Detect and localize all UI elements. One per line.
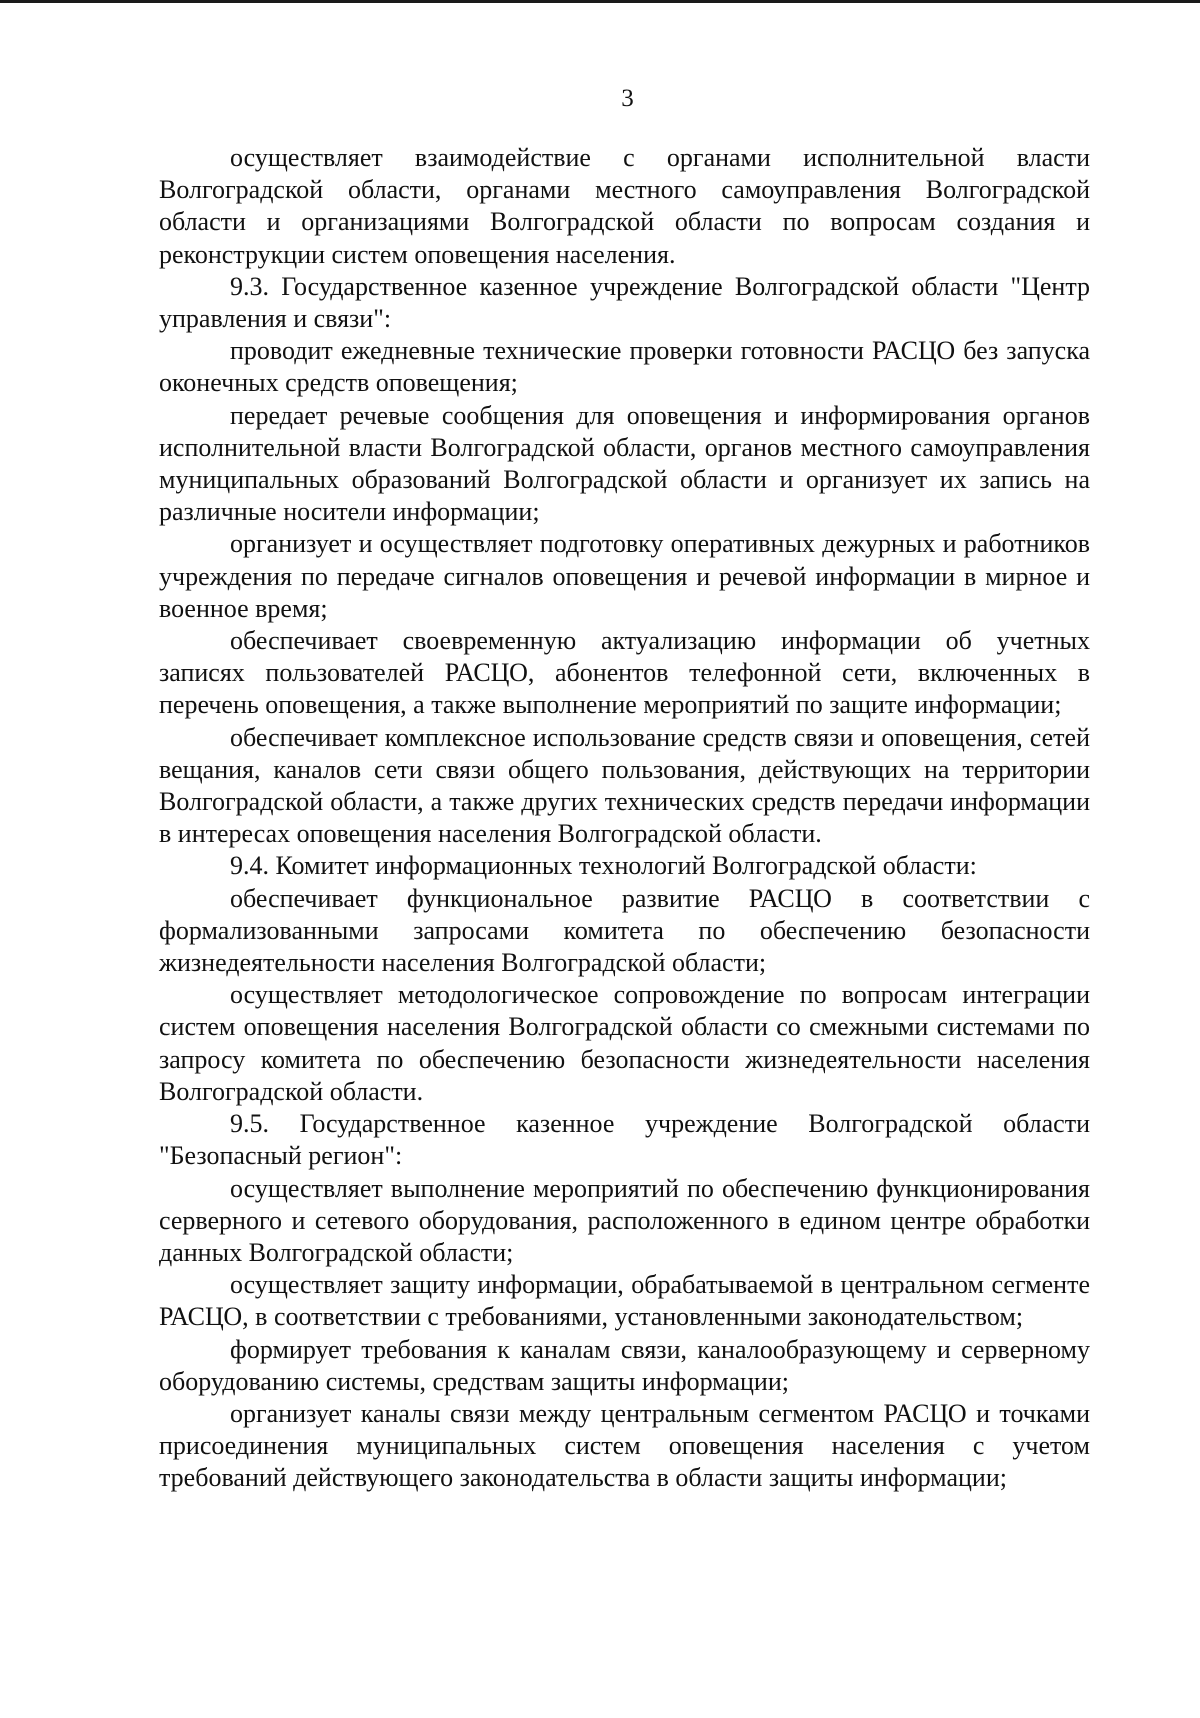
- section-9-4-heading: 9.4. Комитет информационных технологий Волгоградской области:: [230, 851, 977, 881]
- paragraph-server-operation: осуществляет выполнение мероприятий по обеспечению функционирования серверного и сетевого оборудования, расположенного в едином центре обработки данных Волгоградской области;: [159, 1173, 1090, 1267]
- paragraph-communication-channels: организует каналы связи между центральным сегментом РАСЦО и точками присоединения муниципальных систем оповещения населения с учетом требований действующего законодательства в области защиты информации;: [159, 1398, 1090, 1493]
- section-9-5-heading: 9.5. Государственное казенное учреждение Волгоградской области "Безопасный регион":: [159, 1109, 1090, 1171]
- paragraph-staff-training: организует и осуществляет подготовку оперативных дежурных и работников учреждения по передаче сигналов оповещения и речевой информации в мирное и военное время;: [159, 529, 1090, 623]
- paragraph-methodological-support: осуществляет методологическое сопровождение по вопросам интеграции систем оповещения населения Волгоградской области со смежными системами по запросу комитета по обеспечению безопасности жизнедеятельности населения Волгоградской области.: [159, 980, 1090, 1106]
- paragraph-data-protection: осуществляет защиту информации, обрабатываемой в центральном сегменте РАСЦО, в соответствии с требованиями, установленными законодательством;: [159, 1270, 1090, 1332]
- paragraph-daily-checks: проводит ежедневные технические проверки готовности РАСЦО без запуска оконечных средств оповещения;: [159, 336, 1090, 398]
- document-body: [159, 142, 1090, 1495]
- paragraph-functional-development: обеспечивает функциональное развитие РАСЦО в соответствии с формализованными запросами комитета по обеспечению безопасности жизнедеятельности населения Волгоградской области;: [159, 883, 1090, 978]
- paragraph-channel-requirements: формирует требования к каналам связи, каналообразующему и серверному оборудованию системы, средствам защиты информации;: [159, 1334, 1090, 1396]
- scan-top-edge: [0, 0, 1200, 3]
- paragraph-voice-messages: передает речевые сообщения для оповещения и информирования органов исполнительной власти Волгоградской области, органов местного самоуправления муниципальных образований Волгоградской области и организует их запись на различные носители информации;: [159, 400, 1090, 527]
- paragraph-integrated-use: обеспечивает комплексное использование средств связи и оповещения, сетей вещания, каналов сети связи общего пользования, действующих на территории Волгоградской области, а также других технических средств передачи информации в интересах оповещения населения Волгоградской области.: [159, 722, 1090, 849]
- page-number: 3: [621, 85, 634, 112]
- paragraph-accounts-update: обеспечивает своевременную актуализацию информации об учетных записях пользователей РАСЦО, абонентов телефонной сети, включенных в перечень оповещения, а также выполнение мероприятий по защите информации;: [159, 626, 1090, 720]
- section-9-3-heading: 9.3. Государственное казенное учреждение Волгоградской области "Центр управления и связи":: [159, 271, 1090, 334]
- paragraph-interaction: осуществляет взаимодействие с органами исполнительной власти Волгоградской области, органами местного самоуправления Волгоградской области и организациями Волгоградской области по вопросам создания и реконструкции систем оповещения населения.: [159, 143, 1090, 269]
